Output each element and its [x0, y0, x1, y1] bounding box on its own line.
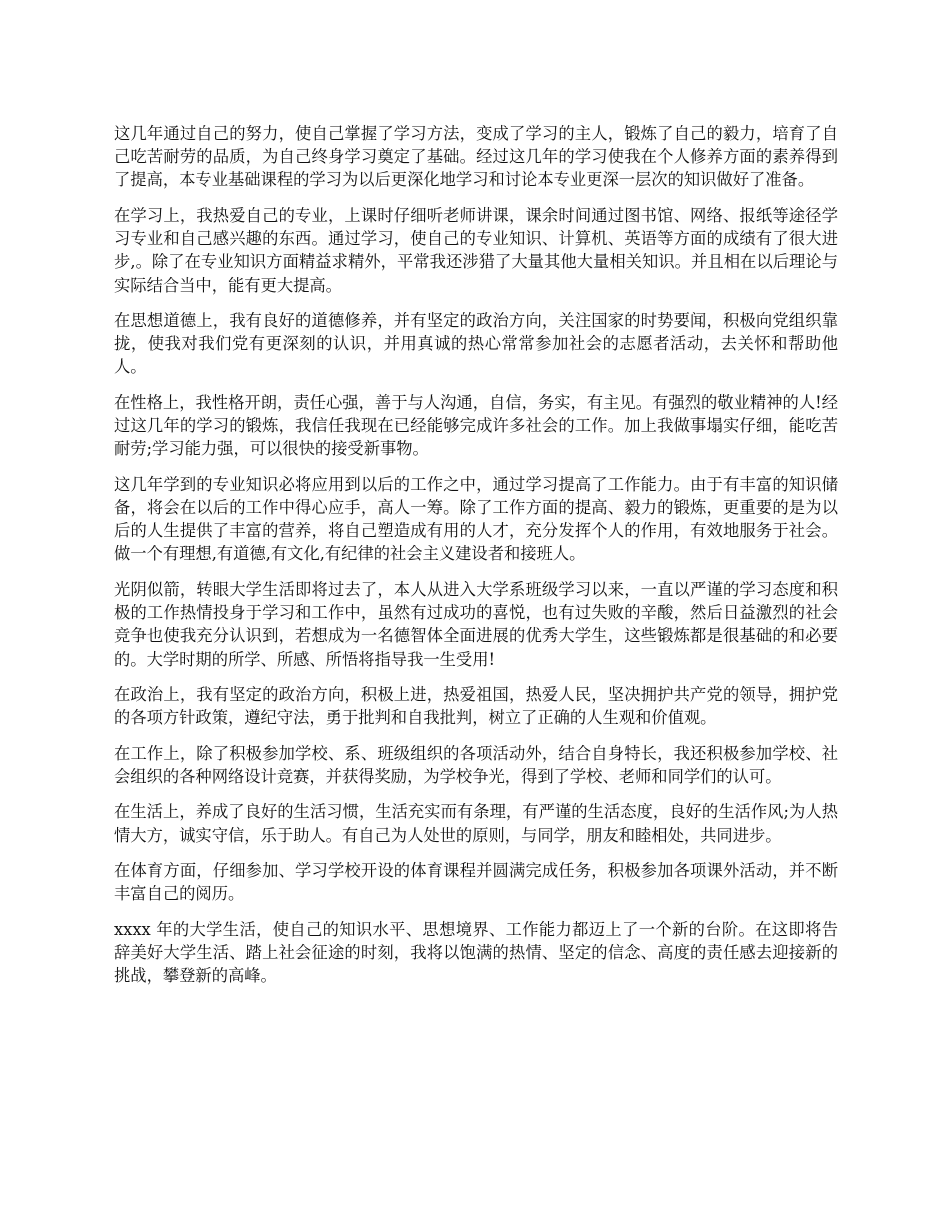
paragraph-conclusion: xxxx 年的大学生活，使自己的知识水平、思想境界、工作能力都迈上了一个新的台阶。在这即将告辞美好大学生活、踏上社会征途的时刻，我将以饱满的热情、坚定的信念、高度的责任感去迎接新的挑战，攀登新的高峰。: [114, 919, 838, 986]
paragraph-politics: 在政治上，我有坚定的政治方向，积极上进，热爱祖国，热爱人民，坚决拥护共产党的领导，拥护党的各项方针政策，遵纪守法，勇于批判和自我批判，树立了正确的人生观和价值观。: [114, 685, 838, 728]
paragraph-sports: 在体育方面，仔细参加、学习学校开设的体育课程并圆满完成任务，积极参加各项课外活动，并不断丰富自己的阅历。: [114, 861, 838, 904]
paragraph-work: 在工作上，除了积极参加学校、系、班级组织的各项活动外，结合自身特长，我还积极参加学校、社会组织的各种网络设计竞赛，并获得奖励，为学校争光，得到了学校、老师和同学们的认可。: [114, 743, 838, 786]
document-body: [114, 122, 838, 1000]
paragraph-morality: 在思想道德上，我有良好的道德修养，并有坚定的政治方向，关注国家的时势要闻，积极向党组织靠拢，使我对我们党有更深刻的认识，并用真诚的热心常常参加社会的志愿者活动，去关怀和帮助他人。: [114, 311, 838, 377]
paragraph-life: 在生活上，养成了良好的生活习惯，生活充实而有条理，有严谨的生活态度，良好的生活作风;为人热情大方，诚实守信，乐于助人。有自己为人处世的原则，与同学，朋友和睦相处，共同进步。: [114, 802, 838, 845]
paragraph-university-life: 光阴似箭，转眼大学生活即将过去了，本人从进入大学系班级学习以来，一直以严谨的学习态度和积极的工作热情投身于学习和工作中，虽然有过成功的喜悦，也有过失败的辛酸，然后日益激烈的社会竞争也使我充分认识到，若想成为一名德智体全面进展的优秀大学生，这些锻炼都是很基础的和必要的。大学时期的所学、所感、所悟将指导我一生受用!: [114, 579, 838, 669]
paragraph-study-method: 这几年通过自己的努力，使自己掌握了学习方法，变成了学习的主人，锻炼了自己的毅力，培育了自己吃苦耐劳的品质，为自己终身学习奠定了基础。经过这几年的学习使我在个人修养方面的素养得到了提高，本专业基础课程的学习为以后更深化地学习和讨论本专业更深一层次的知识做好了准备。: [114, 124, 838, 190]
paragraph-knowledge: 这几年学到的专业知识必将应用到以后的工作之中，通过学习提高了工作能力。由于有丰富的知识储备，将会在以后的工作中得心应手，高人一筹。除了工作方面的提高、毅力的锻炼，更重要的是为以后的人生提供了丰富的营养，将自己塑造成有用的人才，充分发挥个人的作用，有效地服务于社会。做一个有理想,有道德,有文化,有纪律的社会主义建设者和接班人。: [114, 474, 838, 564]
paragraph-character: 在性格上，我性格开朗，责任心强，善于与人沟通，自信，务实，有主见。有强烈的敬业精神的人!经过这几年的学习的锻炼，我信任我现在已经能够完成许多社会的工作。加上我做事塌实仔细，能吃苦耐劳;学习能力强，可以很快的接受新事物。: [114, 392, 838, 459]
paragraph-study: 在学习上，我热爱自己的专业，上课时仔细听老师讲课，课余时间通过图书馆、网络、报纸等途径学习专业和自己感兴趣的东西。通过学习，使自己的专业知识、计算机、英语等方面的成绩有了很大进步,。除了在专业知识方面精益求精外，平常我还涉猎了大量其他大量相关知识。并且相在以后理论与实际结合当中，能有更大提高。: [114, 205, 838, 295]
